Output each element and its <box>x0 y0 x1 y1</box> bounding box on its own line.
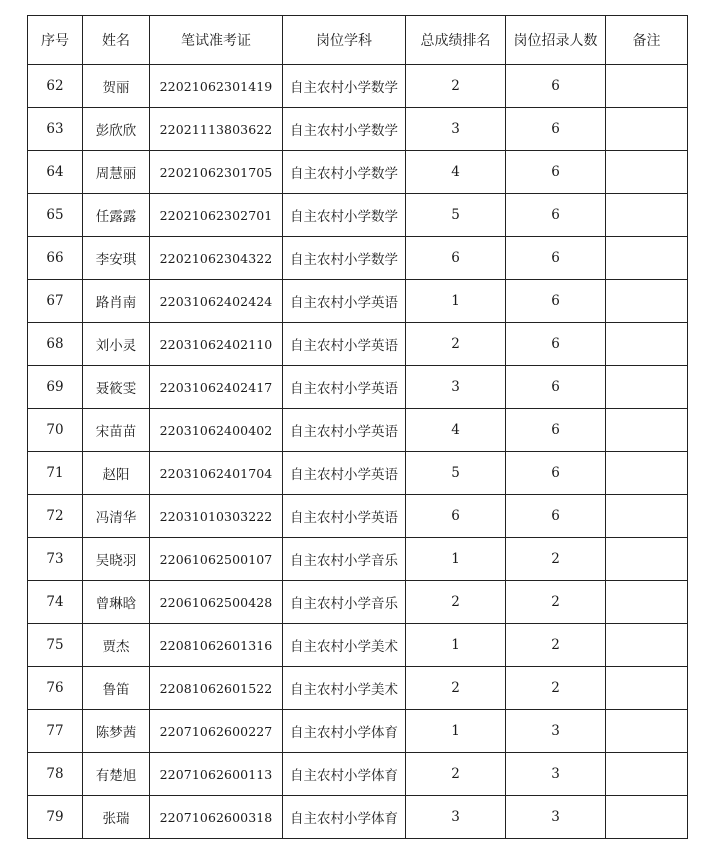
cell-quota: 6 <box>506 495 606 538</box>
table-row <box>28 796 688 839</box>
cell-note <box>606 753 688 796</box>
cell-rank: 1 <box>406 538 506 581</box>
cell-ticket: 22071062600113 <box>150 753 283 796</box>
cell-ticket: 22071062600227 <box>150 710 283 753</box>
cell-name: 张瑞 <box>83 796 150 839</box>
table-row <box>28 538 688 581</box>
col-header-ticket: 笔试准考证 <box>150 16 283 65</box>
table-row <box>28 409 688 452</box>
cell-quota: 2 <box>506 667 606 710</box>
cell-note <box>606 323 688 366</box>
cell-ticket: 22031062402417 <box>150 366 283 409</box>
table-row <box>28 710 688 753</box>
cell-post: 自主农村小学数学 <box>283 237 406 280</box>
cell-quota: 2 <box>506 581 606 624</box>
cell-post: 自主农村小学体育 <box>283 753 406 796</box>
cell-note <box>606 237 688 280</box>
cell-name: 宋苗苗 <box>83 409 150 452</box>
cell-rank: 2 <box>406 581 506 624</box>
cell-no: 73 <box>28 538 83 581</box>
cell-post: 自主农村小学英语 <box>283 366 406 409</box>
cell-ticket: 22031062400402 <box>150 409 283 452</box>
cell-ticket: 22031062402424 <box>150 280 283 323</box>
col-header-name: 姓名 <box>83 16 150 65</box>
cell-name: 李安琪 <box>83 237 150 280</box>
cell-rank: 5 <box>406 452 506 495</box>
cell-name: 刘小灵 <box>83 323 150 366</box>
cell-quota: 6 <box>506 108 606 151</box>
cell-quota: 3 <box>506 796 606 839</box>
cell-rank: 6 <box>406 237 506 280</box>
cell-no: 77 <box>28 710 83 753</box>
cell-post: 自主农村小学音乐 <box>283 538 406 581</box>
cell-ticket: 22031062401704 <box>150 452 283 495</box>
cell-name: 路肖南 <box>83 280 150 323</box>
cell-rank: 4 <box>406 151 506 194</box>
table-row <box>28 366 688 409</box>
cell-no: 72 <box>28 495 83 538</box>
cell-ticket: 22081062601316 <box>150 624 283 667</box>
cell-ticket: 22061062500107 <box>150 538 283 581</box>
cell-post: 自主农村小学美术 <box>283 667 406 710</box>
cell-post: 自主农村小学英语 <box>283 323 406 366</box>
cell-ticket: 22021062304322 <box>150 237 283 280</box>
cell-post: 自主农村小学数学 <box>283 108 406 151</box>
col-header-no: 序号 <box>28 16 83 65</box>
table-row <box>28 237 688 280</box>
cell-note <box>606 495 688 538</box>
cell-note <box>606 624 688 667</box>
cell-note <box>606 151 688 194</box>
col-header-quota: 岗位招录人数 <box>506 16 606 65</box>
cell-quota: 6 <box>506 323 606 366</box>
cell-no: 67 <box>28 280 83 323</box>
cell-no: 79 <box>28 796 83 839</box>
cell-note <box>606 710 688 753</box>
table-row <box>28 65 688 108</box>
cell-no: 68 <box>28 323 83 366</box>
header-row <box>28 16 688 65</box>
table-row <box>28 280 688 323</box>
cell-name: 吴晓羽 <box>83 538 150 581</box>
cell-no: 64 <box>28 151 83 194</box>
cell-post: 自主农村小学英语 <box>283 495 406 538</box>
cell-name: 曾琳晗 <box>83 581 150 624</box>
table-row <box>28 581 688 624</box>
cell-note <box>606 280 688 323</box>
cell-post: 自主农村小学英语 <box>283 280 406 323</box>
table-row <box>28 151 688 194</box>
cell-note <box>606 65 688 108</box>
cell-quota: 2 <box>506 538 606 581</box>
cell-note <box>606 108 688 151</box>
cell-note <box>606 667 688 710</box>
cell-post: 自主农村小学音乐 <box>283 581 406 624</box>
cell-quota: 6 <box>506 194 606 237</box>
cell-post: 自主农村小学体育 <box>283 796 406 839</box>
col-header-note: 备注 <box>606 16 688 65</box>
cell-ticket: 22071062600318 <box>150 796 283 839</box>
cell-note <box>606 366 688 409</box>
cell-name: 贾杰 <box>83 624 150 667</box>
cell-post: 自主农村小学数学 <box>283 65 406 108</box>
cell-post: 自主农村小学美术 <box>283 624 406 667</box>
cell-no: 76 <box>28 667 83 710</box>
table-row <box>28 108 688 151</box>
cell-name: 任露露 <box>83 194 150 237</box>
cell-name: 周慧丽 <box>83 151 150 194</box>
cell-rank: 5 <box>406 194 506 237</box>
cell-note <box>606 452 688 495</box>
cell-name: 冯清华 <box>83 495 150 538</box>
cell-quota: 6 <box>506 65 606 108</box>
cell-note <box>606 409 688 452</box>
cell-no: 78 <box>28 753 83 796</box>
cell-rank: 2 <box>406 323 506 366</box>
cell-quota: 3 <box>506 710 606 753</box>
cell-rank: 6 <box>406 495 506 538</box>
cell-quota: 6 <box>506 237 606 280</box>
cell-rank: 1 <box>406 624 506 667</box>
table-row <box>28 323 688 366</box>
cell-post: 自主农村小学数学 <box>283 194 406 237</box>
cell-name: 聂筱雯 <box>83 366 150 409</box>
cell-quota: 6 <box>506 409 606 452</box>
cell-note <box>606 194 688 237</box>
cell-quota: 6 <box>506 366 606 409</box>
cell-name: 陈梦茜 <box>83 710 150 753</box>
table-row <box>28 194 688 237</box>
cell-note <box>606 796 688 839</box>
cell-quota: 6 <box>506 452 606 495</box>
table-row <box>28 495 688 538</box>
cell-ticket: 22061062500428 <box>150 581 283 624</box>
table-row <box>28 452 688 495</box>
cell-no: 69 <box>28 366 83 409</box>
col-header-rank: 总成绩排名 <box>406 16 506 65</box>
cell-post: 自主农村小学英语 <box>283 452 406 495</box>
table-body <box>28 65 688 839</box>
cell-name: 鲁笛 <box>83 667 150 710</box>
cell-rank: 3 <box>406 108 506 151</box>
table-row <box>28 667 688 710</box>
admission-table <box>27 15 688 839</box>
cell-post: 自主农村小学体育 <box>283 710 406 753</box>
cell-no: 71 <box>28 452 83 495</box>
cell-rank: 1 <box>406 280 506 323</box>
cell-note <box>606 538 688 581</box>
cell-no: 62 <box>28 65 83 108</box>
cell-name: 贺丽 <box>83 65 150 108</box>
cell-quota: 6 <box>506 151 606 194</box>
cell-note <box>606 581 688 624</box>
cell-quota: 3 <box>506 753 606 796</box>
table-row <box>28 753 688 796</box>
cell-post: 自主农村小学英语 <box>283 409 406 452</box>
cell-ticket: 22021062302701 <box>150 194 283 237</box>
cell-rank: 2 <box>406 753 506 796</box>
cell-no: 75 <box>28 624 83 667</box>
cell-ticket: 22021113803622 <box>150 108 283 151</box>
cell-name: 有楚旭 <box>83 753 150 796</box>
cell-rank: 1 <box>406 710 506 753</box>
cell-ticket: 22021062301705 <box>150 151 283 194</box>
cell-ticket: 22031062402110 <box>150 323 283 366</box>
cell-quota: 2 <box>506 624 606 667</box>
cell-no: 65 <box>28 194 83 237</box>
table-row <box>28 624 688 667</box>
cell-rank: 2 <box>406 667 506 710</box>
cell-no: 70 <box>28 409 83 452</box>
cell-name: 赵阳 <box>83 452 150 495</box>
col-header-post: 岗位学科 <box>283 16 406 65</box>
cell-rank: 4 <box>406 409 506 452</box>
cell-ticket: 22021062301419 <box>150 65 283 108</box>
cell-name: 彭欣欣 <box>83 108 150 151</box>
cell-rank: 3 <box>406 366 506 409</box>
cell-no: 63 <box>28 108 83 151</box>
cell-post: 自主农村小学数学 <box>283 151 406 194</box>
cell-no: 66 <box>28 237 83 280</box>
cell-ticket: 22081062601522 <box>150 667 283 710</box>
cell-ticket: 22031010303222 <box>150 495 283 538</box>
cell-quota: 6 <box>506 280 606 323</box>
cell-rank: 2 <box>406 65 506 108</box>
cell-no: 74 <box>28 581 83 624</box>
cell-rank: 3 <box>406 796 506 839</box>
